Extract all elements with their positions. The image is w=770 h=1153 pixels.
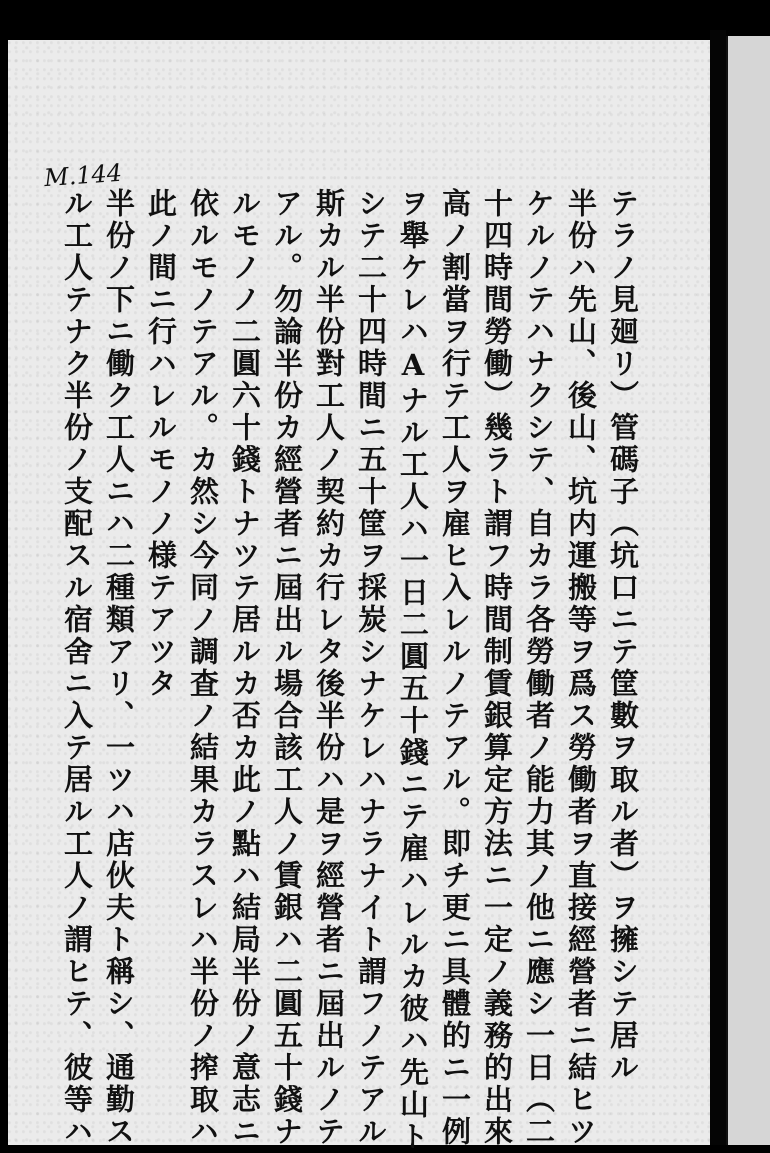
text-column: 半份ハ先山、後山、坑内運搬等ヲ爲ス勞働者ヲ直接經營者ニ結ヒツ xyxy=(564,188,598,1148)
binding-gutter xyxy=(710,30,726,1145)
adjacent-page-edge xyxy=(726,36,770,1145)
text-column: ルモノノ二圓六十錢トナツテ居ルカ否カ此ノ點ハ結局半份ノ意志ニ xyxy=(228,188,262,1148)
text-column: シテ二十四時間ニ五十筐ヲ採炭シナケレハナラナイト謂フノテアル xyxy=(354,188,388,1148)
text-column: アル。勿論半份カ經營者ニ屆出ル場合該工人ノ賃銀ハ二圓五十錢ナ xyxy=(270,188,304,1148)
text-column: ヲ舉ケレハAナル工人ハ一日二圓五十錢ニテ雇ハレルカ彼ハ先山ト xyxy=(396,188,430,1153)
handwritten-page-number: M.144 xyxy=(43,158,123,193)
text-column: 此ノ間ニ行ハレルモノノ様テアツタ xyxy=(144,188,178,700)
text-column: ケルノテハナクシテ、自カラ各勞働者ノ能力其ノ他ニ應シ一日（二 xyxy=(522,188,556,1148)
scan-top-border xyxy=(0,0,768,42)
text-column: 斯カル半份對工人ノ契約カ行レタ後半份ハ是ヲ經營者ニ屆出ルノテ xyxy=(312,188,346,1148)
text-column: 十四時間勞働）幾ラト謂フ時間制賃銀算定方法ニ一定ノ義務的出來 xyxy=(480,188,514,1148)
text-column: ル工人テナク半份ノ支配スル宿舍ニ入テ居ル工人ノ謂ヒテ、彼等ハ xyxy=(60,188,94,1148)
text-column: テラノ見廻リ）管碼子（坑口ニテ筐數ヲ取ル者）ヲ擁シテ居ル xyxy=(606,188,640,1084)
vertical-text-block xyxy=(60,188,662,1153)
text-column: 半份ノ下ニ働ク工人ニハ二種類アリ、一ツハ店伙夫ト稱シ、通勤ス xyxy=(102,188,136,1148)
text-column: 依ルモノテアル。カ然シ今同ノ調査ノ結果カラスレハ半份ノ搾取ハ xyxy=(186,188,220,1148)
text-column: 高ノ割當ヲ行テ工人ヲ雇ヒ入レルノテアル。即チ更ニ具體的ニ一例 xyxy=(438,188,472,1148)
